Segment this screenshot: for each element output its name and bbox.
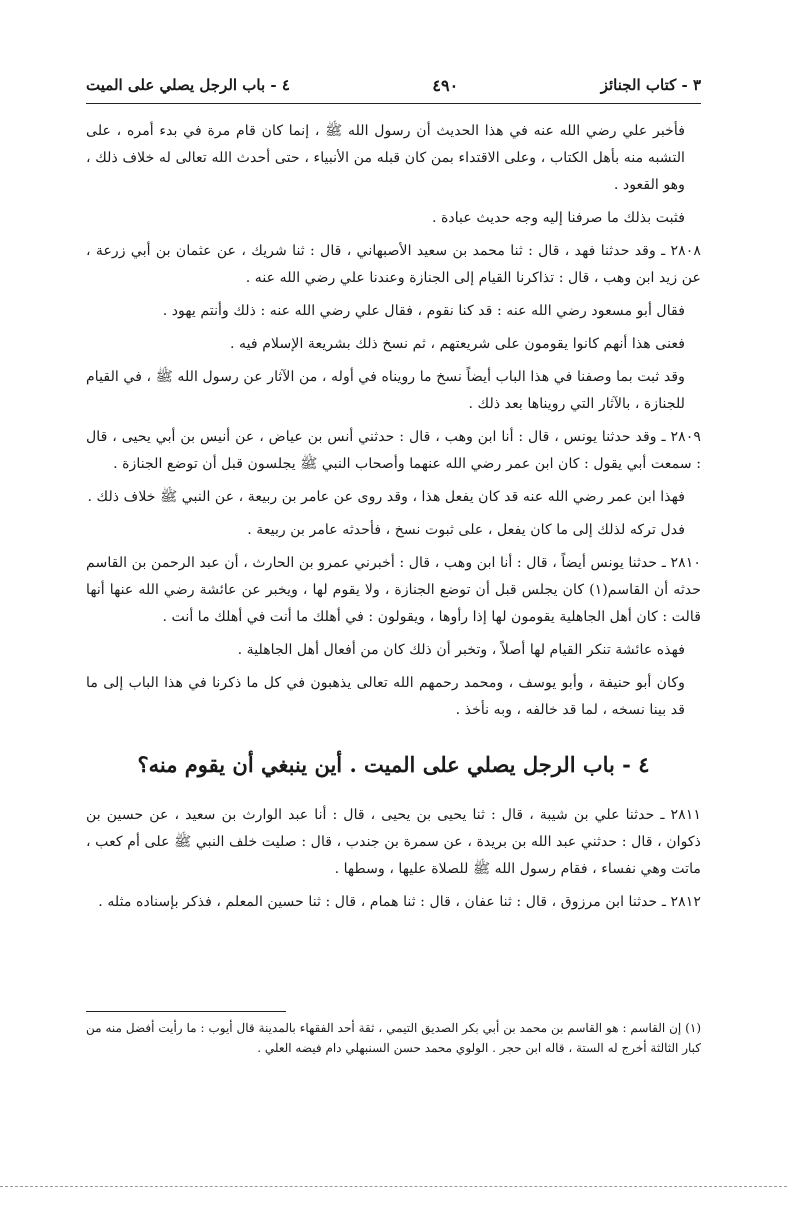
footnote: (١) إن القاسم : هو القاسم بن محمد بن أبي بكر الصديق التيمي ، ثقة أحد الفقهاء بالمدينة قال أيوب : ما رأيت أفضل منه من كبار الثالثة أخرج له الستة ، قاله ابن حجر . الولوي محمد حسن السنبهلي دام فيضه العلي . bbox=[86, 1021, 701, 1055]
running-header bbox=[86, 72, 701, 98]
paragraph: فأخبر علي رضي الله عنه في هذا الحديث أن رسول الله ﷺ ، إنما كان قام مرة في بدء أمره ، على التشبه منه بأهل الكتاب ، وعلى الاقتداء بمن كان قبله من الأنبياء ، حتى أحدث الله تعالى له خلاف ذلك ، وهو القعود . bbox=[86, 123, 685, 193]
header-book-title: ٣ - كتاب الجنائز bbox=[600, 76, 701, 94]
header-rule bbox=[86, 103, 701, 104]
page-number: ٤٩٠ bbox=[432, 75, 459, 95]
hadith-2809: ٢٨٠٩ ـ وقد حدثنا يونس ، قال : أنا ابن وهب ، قال : حدثني أنس بن عياض ، عن أنيس بن أبي يحيى ، قال : سمعت أبي يقول : كان ابن عمر رضي الله عنهما وأصحاب النبي ﷺ يجلسون قبل أن توضع الجنازة . bbox=[86, 429, 701, 472]
page-body bbox=[86, 118, 701, 922]
hadith-2810: ٢٨١٠ ـ حدثنا يونس أيضاً ، قال : أنا ابن وهب ، قال : أخبرني عمرو بن الحارث ، أن عبد الرحمن بن القاسم حدثه أن القاسم(١) كان يجلس قبل أن توضع الجنازة ، ولا يقوم لها ، ويخبر عن عائشة رضي الله عنها أنها قالت : كان أهل الجاهلية يقومون لها إذا رأوها ، ويقولون : في أهلك ما أنت في أهلك ما أنت . bbox=[86, 555, 701, 625]
header-chapter-title: ٤ - باب الرجل يصلي على الميت bbox=[86, 76, 290, 94]
paragraph: وكان أبو حنيفة ، وأبو يوسف ، ومحمد رحمهم الله تعالى يذهبون في كل ما ذكرنا في هذا الباب إلى ما قد بينا نسخه ، لما قد خالفه ، وبه نأخذ . bbox=[86, 675, 685, 718]
hadith-2808: ٢٨٠٨ ـ وقد حدثنا فهد ، قال : ثنا محمد بن سعيد الأصبهاني ، قال : ثنا شريك ، عن عثمان بن أبي زرعة ، عن زيد ابن وهب ، قال : تذاكرنا القيام إلى الجنازة وعندنا علي رضي الله عنه . bbox=[86, 243, 701, 286]
paragraph: وقد ثبت بما وصفنا في هذا الباب أيضاً نسخ ما رويناه في أوله ، من الآثار عن رسول الله ﷺ ، في القيام للجنازة ، بالآثار التي رويناها بعد ذلك . bbox=[86, 369, 685, 412]
scan-edge-line bbox=[0, 1186, 787, 1187]
hadith-2811: ٢٨١١ ـ حدثنا علي بن شيبة ، قال : ثنا يحيى بن يحيى ، قال : أنا عبد الوارث بن سعيد ، عن حسين بن ذكوان ، قال : حدثني عبد الله بن بريدة ، عن سمرة بن جندب ، قال : صليت خلف النبي ﷺ على أم كعب ، ماتت وهي نفساء ، فقام رسول الله ﷺ للصلاة عليها ، وسطها . bbox=[86, 807, 701, 877]
section-heading: ٤ - باب الرجل يصلي على الميت . أين ينبغي أن يقوم منه؟ bbox=[137, 752, 650, 777]
paragraph: فدل تركه لذلك إلى ما كان يفعل ، على ثبوت نسخ ، فأحدثه عامر بن ربيعة . bbox=[247, 522, 685, 538]
paragraph: فهذه عائشة تنكر القيام لها أصلاً ، وتخبر أن ذلك كان من أفعال أهل الجاهلية . bbox=[237, 642, 685, 658]
hadith-2812: ٢٨١٢ ـ حدثنا ابن مرزوق ، قال : ثنا عفان ، قال : ثنا همام ، قال : ثنا حسين المعلم ، فذكر بإسناده مثله . bbox=[98, 894, 701, 910]
paragraph: فثبت بذلك ما صرفنا إليه وجه حديث عبادة . bbox=[431, 210, 685, 226]
paragraph: فقال أبو مسعود رضي الله عنه : قد كنا نقوم ، فقال علي رضي الله عنه : ذلك وأنتم يهود . bbox=[162, 303, 685, 319]
paragraph: فهذا ابن عمر رضي الله عنه قد كان يفعل هذا ، وقد روى عن عامر بن ربيعة ، عن النبي ﷺ خلاف ذلك . bbox=[87, 489, 685, 505]
paragraph: فعنى هذا أنهم كانوا يقومون على شريعتهم ، ثم نسخ ذلك بشريعة الإسلام فيه . bbox=[230, 336, 685, 352]
footnote-rule bbox=[86, 1011, 286, 1012]
